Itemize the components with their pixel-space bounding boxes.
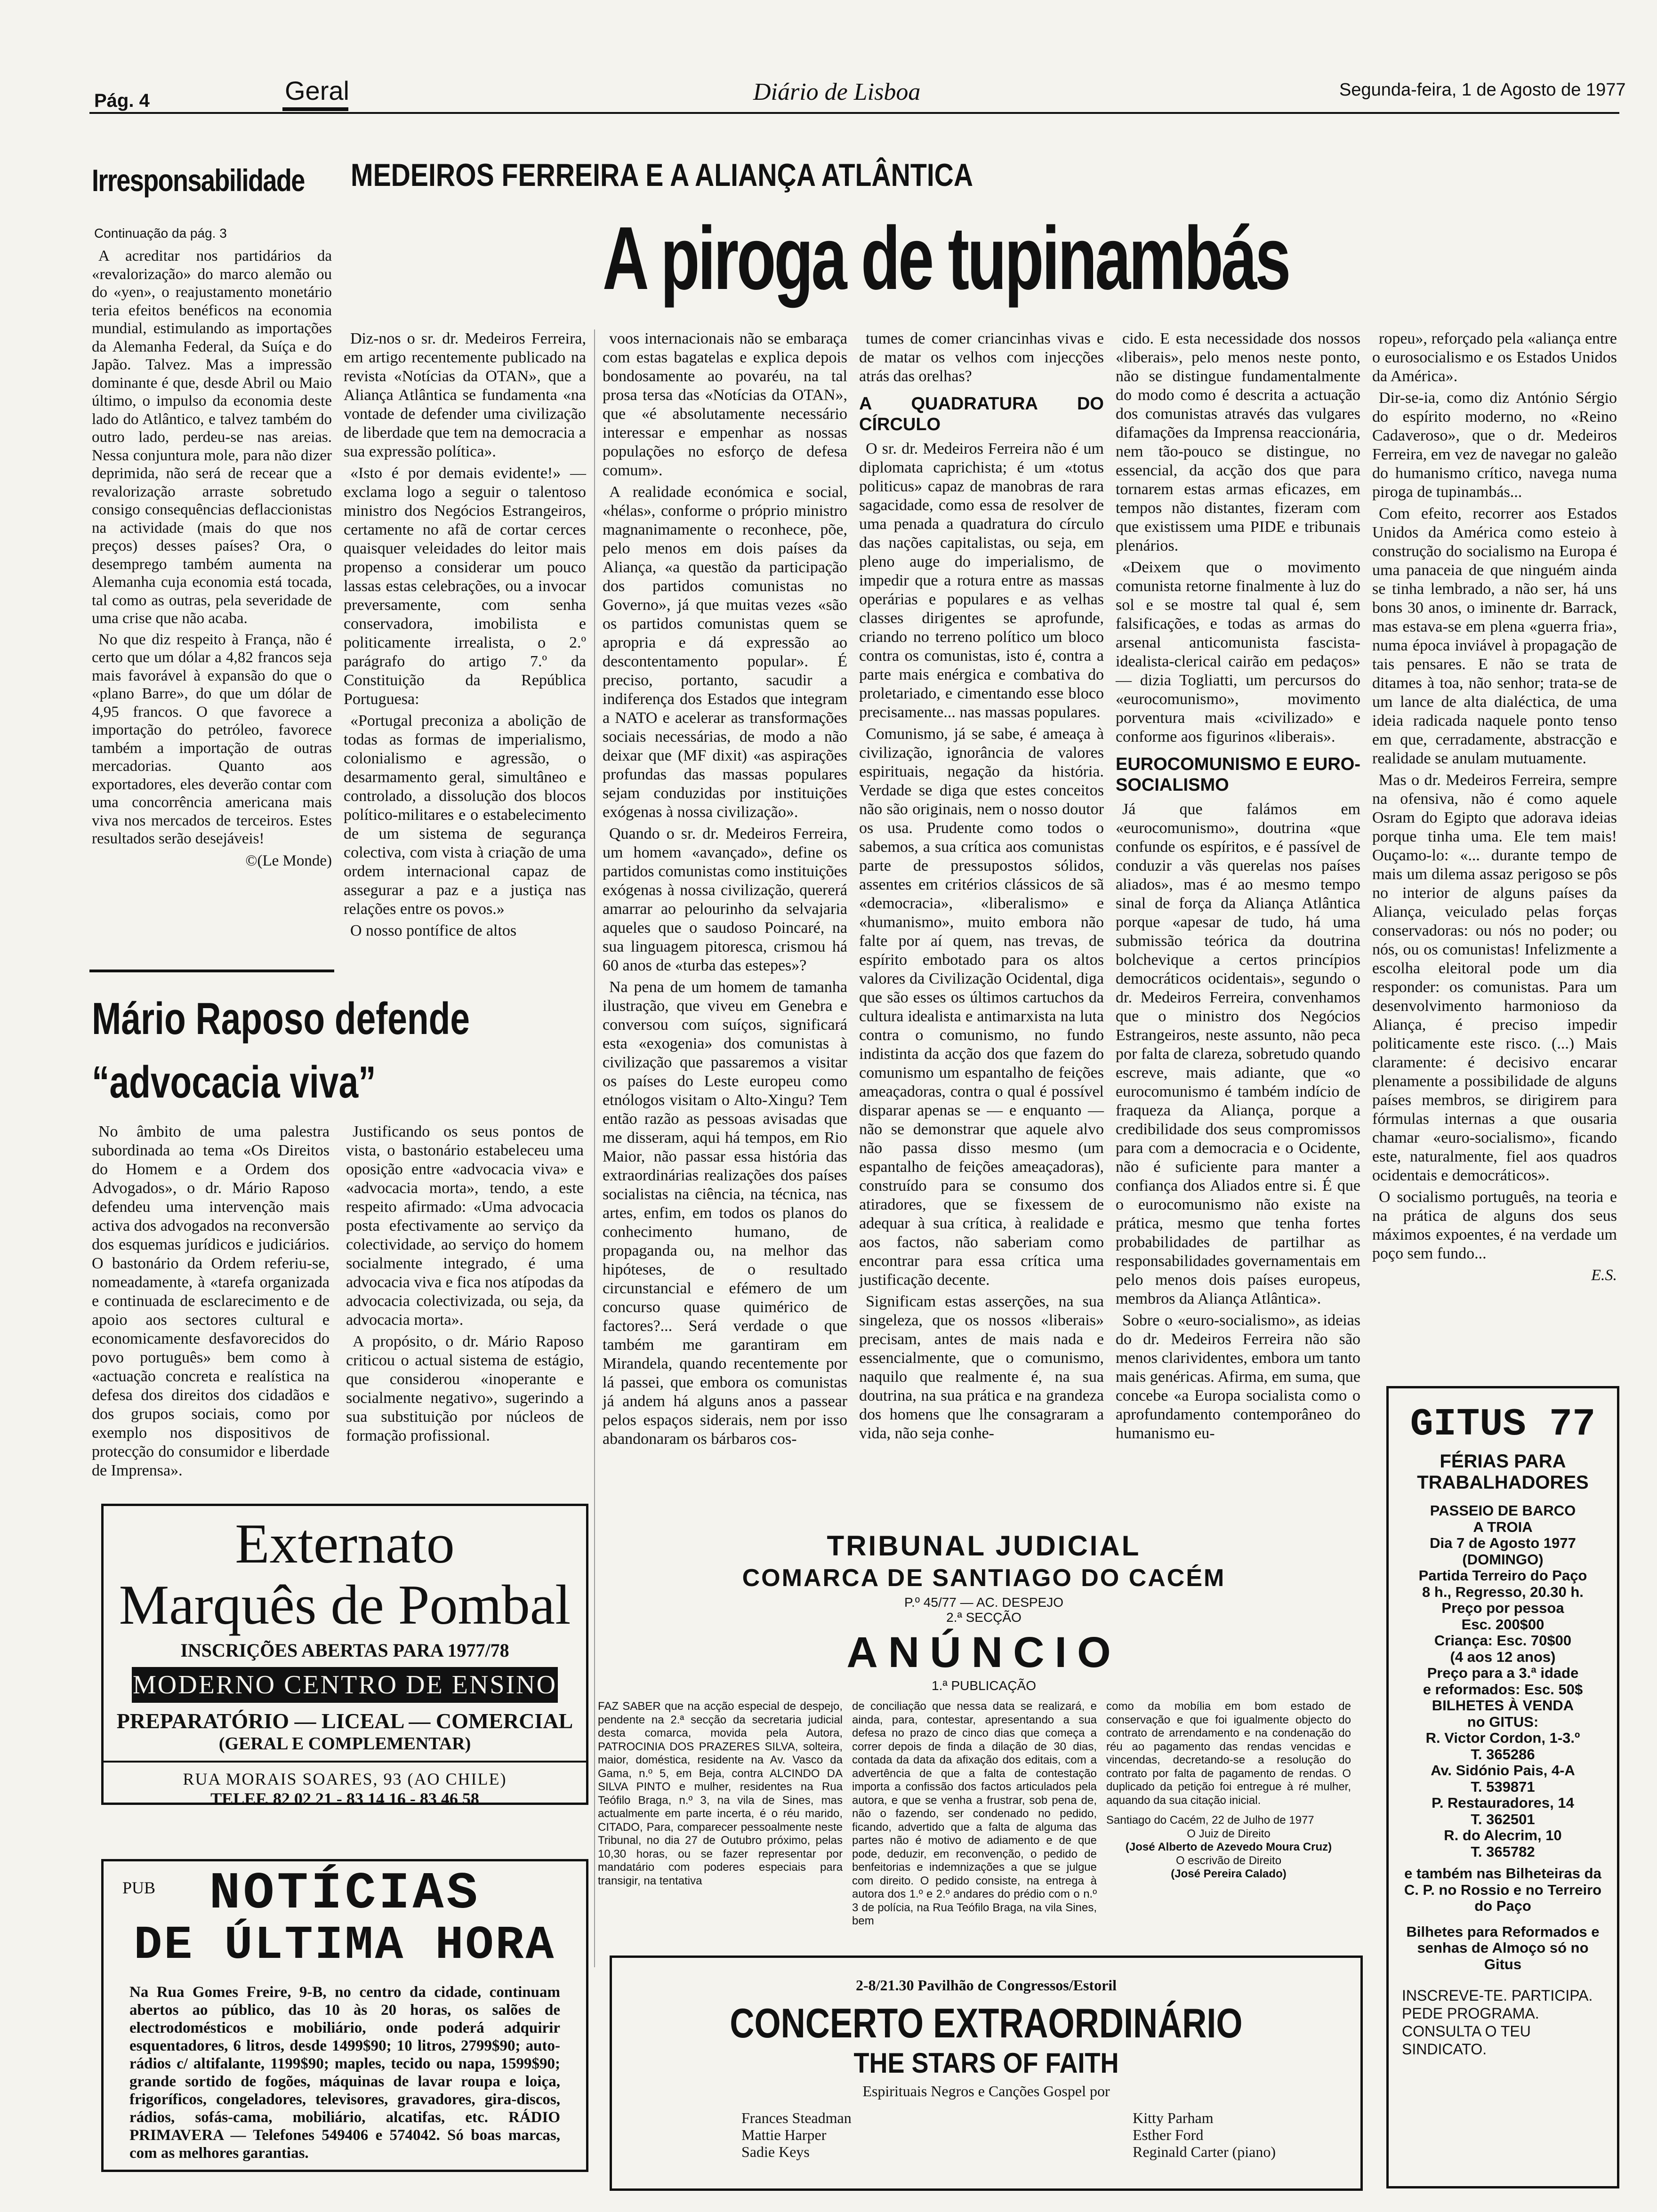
section-divider [89, 970, 334, 972]
paragraph: Na pena de um homem de tamanha ilustração, que viveu em Genebra e conversou com suíços, significará esta «exogenia» dos comunistas à civilização que passaremos a visitar os países do Leste europeu como etnólogos visitam o Alto-Xingu? Tem então razão as pessoas avisadas que me disseram, aqui há tempos, em Rio Maior, não passar essa história das extraordinárias realizações dos países socialistas na ciência, na técnica, nas artes, enfim, em todos os planos do conhecimento humano, de propaganda ou, na melhor das hipóteses, de o resultado circunstancial e efémero de um concurso quase quimérico de factores?... Será verdade o que também me garantiram em Mirandela, quando recentemente por lá passei, que embora os comunistas já andem há alguns anos a passear pelos espaços siderais, nem por isso abandonaram os bárbaros cos- [603, 978, 847, 1448]
tribunal-col-3 [1106, 1700, 1351, 1928]
tribunal-section: 2.ª SECÇÃO [946, 1610, 1022, 1625]
gitus-line: no GITUS: [1467, 1713, 1539, 1730]
tribunal-process: P.º 45/77 — AC. DESPEJO [904, 1595, 1064, 1610]
gitus-line: Dia 7 de Agosto 1977 [1430, 1535, 1576, 1551]
gitus-line: T. 365286 [1471, 1746, 1535, 1763]
main-col-5 [1372, 329, 1617, 1285]
paragraph: A acreditar nos partidários da «revalorização» do marco alemão ou do «yen», o reajustamento monetário teria efeitos benéficos na economia mundial, estimulando as importações da Alemanha Federal, da Suíça e do Japão. Talvez. Mas a impressão dominante é que, desde Abril ou Maio último, o impulso da economia deste lado do Atlântico, e talvez também do outro lado, perdeu-se nas areias. Nessa conjuntura mole, para não dizer deprimida, não será de recear que a revalorização arraste sobretudo consigo consequências deflaccionistas na actividade (mais do que nos preços) desses países? Ora, o desemprego também aumenta na Alemanha cuja economia está tocada, tal como as outras, pela severidade de uma crise que não acaba. [92, 248, 332, 627]
page-number: Pág. 4 [94, 90, 150, 111]
left-article-title: Irresponsabilidade [92, 163, 305, 198]
gitus-line: Partida Terreiro do Paço [1418, 1567, 1587, 1584]
paragraph: Mas o dr. Medeiros Ferreira, sempre na ofensiva, não é como aquele Osram do Egipto que adorava ideias porque tinha uma. Ele tem mais! Ouçamo-lo: «... durante tempo de mais um dilema assaz perigoso se pôs no interior de alguns países da Aliança, veiculado pelas forças conservadoras: ou nós no poder; ou nós, ou os comunistas! Infelizmente a escolha eleitoral pode um dia responder: os comunistas. Para um desenvolvimento harmonioso da Aliança, é preciso impedir politicamente este risco. (...) Mais claramente: é decisivo encarar plenamente a possibilidade de alguns países membros, se dirigirem para fórmulas internas a que ousaria chamar «euro-socialismo», ficando este, naturalmente, fiel aos quadros ocidentais e democráticos». [1372, 771, 1617, 1184]
tribunal-place-date: Santiago do Cacém, 22 de Julho de 1977 [1106, 1814, 1314, 1827]
credit: ©(Le Monde) [245, 852, 332, 869]
gitus-line: (4 aos 12 anos) [1450, 1648, 1556, 1665]
ad-phone: TELEF. 82 02 21 - 83 14 16 - 83 46 58 [210, 1789, 479, 1808]
paragraph: «Isto é por demais evidente!» — exclama logo a seguir o talentoso ministro dos Negócios Estrangeiros, certamente no afã de cortar cerces quaisquer veleidades do leitor mais propenso a considerar um pouco lassas estas celebrações, ou a invocar preversamente, com senha conservadora, imobilista e politicamente irrealista, o 2.º parágrafo do artigo 7.º da Constituição da República Portuguesa: [344, 465, 586, 708]
gitus-footer: INSCREVE-TE. PARTICIPA. PEDE PROGRAMA. CONSULTA O TEU SINDICATO. [1402, 1987, 1593, 2058]
gitus-line: R. do Alecrim, 10 [1444, 1827, 1562, 1843]
concert-genre: Espirituais Negros e Canções Gospel por [862, 2083, 1110, 2100]
gitus-line: Av. Sidónio Pais, 4-A [1431, 1762, 1575, 1779]
gitus-line: (DOMINGO) [1462, 1551, 1544, 1568]
ad-concerto [610, 1956, 1363, 2191]
gitus-line: P. Restauradores, 14 [1432, 1795, 1574, 1811]
tribunal-col-3-text: como da mobília em bom estado de conservação e que foi igualmente objecto do contrato de arrendamento e na condenação do réu ao pagamento das rendas vencidas e vincendas, decretando-se a resolução do contrato por falta de pagamento de rendas. O duplicado da petição foi entregue à ré mulher, aquando da sua citação inicial. [1106, 1700, 1351, 1807]
main-col-1 [344, 329, 586, 943]
paragraph: Justificando os seus pontos de vista, o bastonário estabeleceu uma oposição entre «advocacia viva» e «advocacia morta», tendo, a este respeito afirmado: «Uma advocacia posta efectivamente ao serviço da colectividade, ao serviço do homem socialmente integrado, é uma advocacia viva e fica nos atípodas da advocacia colectivizada, ou seja, da advocacia morta». [346, 1123, 584, 1329]
raposo-col-1 [92, 1122, 330, 1483]
tribunal-clerk-label: O escrivão de Direito [1175, 1854, 1282, 1867]
paragraph: Quando o sr. dr. Medeiros Ferreira, um homem «avançado», define os partidos comunistas como instituições exógenas à nossa civilização, quererá amarrar ao pelourinho da selvajaria aqueles que o saudoso Poincaré, na sua linguagem pitoresca, crismou há 60 anos de «turba das estepes»? [603, 825, 847, 974]
gitus-line: Esc. 200$00 [1461, 1616, 1544, 1633]
performer: Kitty Parham [1133, 2109, 1214, 2126]
paragraph: No que diz respeito à França, não é certo que um dólar a 4,82 francos seja mais favorável à expansão do que o «plano Barre», do que um dólar de 4,95 francos. O que favorece a importação do petróleo, favorece também a importação de outras mercadorias. Quanto aos exportadores, eles deverão contar com uma concorrência americana mais viva nos mercados de terceiros. Estes resultados serão desejáveis! [92, 631, 332, 847]
gitus-line: e reformados: Esc. 50$ [1423, 1681, 1583, 1698]
gitus-details [1402, 1503, 1604, 1972]
paragraph: «Portugal preconiza a abolição de todas as formas de imperialismo, colonialismo e agressão, o desarmamento geral, simultâneo e controlado, a dissolução dos blocos político-militares e o estabelecimento de um sistema de segurança colectiva, com vista à criação de uma ordem internacional capaz de assegurar a paz e a justiça nas relações entre os povos.» [344, 712, 586, 918]
ad-externato [101, 1504, 588, 1808]
gitus-line: T. 539871 [1471, 1778, 1535, 1795]
main-col-3 [859, 329, 1104, 1446]
ad-title-line: Marquês de Pombal [119, 1573, 571, 1636]
gitus-title: GITUS 77 [1410, 1403, 1596, 1446]
paragraph: O socialismo português, na teoria e na prática de alguns dos seus máximos expoentes, é na verdade um poço sem fundo... [1372, 1188, 1617, 1262]
performer: Reginald Carter (piano) [1133, 2143, 1276, 2160]
issue-date: Segunda-feira, 1 de Agosto de 1977 [1339, 80, 1626, 100]
divider [104, 1761, 586, 1763]
tribunal-col-2: de conciliação que nessa data se realizará, e ainda, para, contestar, apresentando a sua defesa no prazo de cinco dias que começa a correr depois de finda a dilação de 30 dias, contada da data da afixação dos editais, com a advertência de que a falta de contestação importa a confissão dos factos articulados pela autora, e que se venha a frustrar, sob pena de, não o fazendo, ser condenado no pedido, ficando, advertido que a falta de alguma das partes não é motivo de adiamento e de que pode, deduzir, em reconvenção, o pedido de benfeitorias e indemnizações a que se julgue com direito. O pedido consiste, na entrega à autora dos 1.º e 2.º andares do prédio com o n.º 3 de polícia, na Rua Teófilo Braga, na vila Sines, bem [852, 1700, 1097, 1927]
paragraph: Significam estas asserções, na sua singeleza, que os nossos «liberais» precisam, antes de mais nada e essencialmente, que o comunismo, naquilo que realmente é, na sua doutrina, na sua prática e na grandeza dos homens que lhe consagraram a vida, não seja conhe- [859, 1293, 1104, 1442]
performer: Frances Steadman [741, 2109, 852, 2126]
raposo-title-1: Mário Raposo defende [92, 994, 470, 1044]
ad-courses: PREPARATÓRIO — LICEAL — COMERCIAL [116, 1709, 573, 1733]
gitus-line: 8 h., Regresso, 20.30 h. [1422, 1583, 1584, 1600]
tribunal-clerk: (José Pereira Calado) [1171, 1867, 1287, 1880]
continuation-note: Continuação da pág. 3 [94, 226, 227, 240]
gitus-line: PASSEIO DE BARCO [1430, 1502, 1576, 1519]
gitus-line: Preço por pessoa [1441, 1600, 1564, 1616]
paragraph: Com efeito, recorrer aos Estados Unidos da América como esteio à construção do socialismo na Europa é uma panaceia de que ninguém ainda se tinha lembrado, a não ser, há uns bons 30 anos, o iminente dr. Barrack, mas estava-se em plena «guerra fria», numa época inviável à propagação de tais pensares. E não se trata de ditames à toa, não senhor; trata-se de um lance de alta dialéctica, de uma ideia radicada naquele ponto tenso em que, cerradamente, abstracção e realidade se anulam mutuamente. [1372, 505, 1617, 767]
paragraph: ropeu», reforçado pela «aliança entre o eurosocialismo e os Estados Unidos da América». [1372, 330, 1617, 385]
tribunal-col-1: FAZ SABER que na acção especial de despejo, pendente na 2.ª secção da secretaria judicial desta comarca, movida pela Autora, PATROCINIA DOS PRAZERES SILVA, solteira, maior, doméstica, residente na Av. Vasco da Gama, n.º 5, em Beja, contra ALCINDO DA SILVA PINTO e mulher, residentes na Rua Teófilo Braga, n.º 3, na vila de Sines, mas actualmente em parte incerta, é o réu marido, CITADO, Para, comparecer pessoalmente neste Tribunal, no dia 27 de Outubro próximo, pelas 10,30 horas, ou se fazer representar por mandatário com poderes especiais para transigir, na tentativa [598, 1700, 843, 1887]
gitus-line: Preço para a 3.ª idade [1427, 1665, 1579, 1681]
ad-body: Na Rua Gomes Freire, 9-B, no centro da cidade, continuam abertos ao público, das 10 às 20 horas, os salões de electrodomésticos e mobiliário, onde poderá adquirir esquentadores, 6 litros, desde 1499$90; 10 litros, 2799$90; auto-rádios c/ altifalante, 1199$90; maples, tecido ou napa, 1599$90; grande sortido de fogões, máquinas de lavar roupa e loiça, frigoríficos, congeladores, televisores, gravadores, gira-discos, rádios, sofás-cama, mobiliário, alcatifas, etc. RÁDIO PRIMAVERA — Telefones 549406 e 574042. Só boas marcas, com as melhores garantias. [129, 1984, 560, 2162]
concert-subtitle: THE STARS OF FAITH [853, 2047, 1119, 2079]
column-divider [594, 329, 595, 1967]
gitus-line: Criança: Esc. 70$00 [1434, 1632, 1572, 1649]
ad-title-line: NOTÍCIAS [209, 1865, 481, 1923]
header-rule [89, 112, 1619, 114]
gitus-line: e também nas Bilheteiras da C. P. no Rossio e no Terreiro do Paço [1404, 1865, 1602, 1914]
paragraph: Já que falámos em «eurocomunismo», doutrina «que confunde os espíritos, e é passível de conduzir a vãs querelas nos países aliados», mas é ao mesmo tempo sinal de força da Aliança Atlântica porque «apesar de tudo, há uma submissão teórica da doutrina bolchevique a certos princípios democráticos ocidentais», segundo o dr. Medeiros Ferreira, convenhamos que o ministro dos Negócios Estrangeiros, neste assunto, não peca por falta de clareza, sobretudo quando escreve, mais adiante, que «o eurocomunismo é também indício de fraqueza da Aliança, porque a credibilidade dos seus compromissos para com a democracia e o Ocidente, não é suficiente para manter a confiança dos Aliados entre si. É que o eurocomunismo não existe na prática, mesmo que tenha fortes probabilidades de partilhar as responsabilidades governamentais em pelo menos dois países europeus, membros da Aliança Atlântica». [1116, 801, 1360, 1307]
ad-title-line: Externato [235, 1512, 455, 1575]
gitus-line: Bilhetes para Reformados e senhas de Almoço só no Gitus [1406, 1923, 1600, 1972]
concert-venue: 2-8/21.30 Pavilhão de Congressos/Estoril [855, 1977, 1117, 1994]
paragraph: A realidade económica e social, «hélas», conforme o próprio ministro magnanimamente o reconhece, põe, pelo menos em dois países da Aliança, «a questão da participação dos partidos comunistas no Governo», já que muitas vezes «são os partidos comunistas quem se apropria e dá expressão ao descontentamento popular». É preciso, portanto, sacudir a indiferença dos Estados que integram a NATO e acelerar as transformações sociais necessárias, de modo a não deixar que (MF dixit) «as aspirações profundas das massas populares sejam conduzidas por instituições exógenas à nossa civilização». [603, 483, 847, 821]
raposo-col-2 [346, 1122, 584, 1448]
ad-noticias [101, 1859, 588, 2172]
main-col-4 [1116, 329, 1360, 1446]
ad-banner: MODERNO CENTRO DE ENSINO [132, 1667, 558, 1703]
gitus-line: R. Victor Cordon, 1-3.º [1425, 1730, 1580, 1746]
raposo-title-2: “advocacia viva” [92, 1057, 376, 1107]
main-headline: A piroga de tupinambás [603, 208, 1289, 308]
ad-tribunal [598, 1530, 1370, 1930]
masthead: Diário de Lisboa [753, 79, 921, 105]
concert-title: CONCERTO EXTRAORDINÁRIO [730, 2000, 1243, 2046]
performer: Mattie Harper [741, 2126, 827, 2143]
paragraph: tumes de comer criancinhas vivas e de matar os velhos com injecções atrás das orelhas? [859, 330, 1104, 385]
performer: Sadie Keys [741, 2143, 810, 2160]
signature: E.S. [1591, 1266, 1617, 1284]
paragraph: A propósito, o dr. Mário Raposo criticou o actual sistema de estágio, que considerou «inoperante e socialmente negativo», sugerindo a sua substituição por núcleos de formação profissional. [346, 1333, 584, 1444]
tribunal-judge: (José Alberto de Azevedo Moura Cruz) [1125, 1841, 1332, 1853]
tribunal-court: COMARCA DE SANTIAGO DO CACÉM [742, 1564, 1226, 1592]
main-col-2 [603, 329, 847, 1451]
ad-title-line: DE ÚLTIMA HORA [134, 1919, 556, 1972]
paragraph: cido. E esta necessidade dos nossos «liberais», pelo menos neste ponto, não se distingue fundamentalmente do modo como é descrita a actuação dos comunistas através das vulgares difamações da Imprensa reaccionária, nem tão-pouco se distingue, no essencial, da acção dos que para tornarem estas armas eficazes, em tempos não distantes, fizeram com que existissem uma PIDE e tribunais plenários. [1116, 330, 1360, 554]
paragraph: voos internacionais não se embaraça com estas bagatelas e explica depois bondosamente ao povaréu, na tal prosa tersa das «Notícias da OTAN», que «é absolutamente necessário interessar e empenhar as nossas populações no esforço de defesa comum». [603, 330, 847, 479]
paragraph: No âmbito de uma palestra subordinada ao tema «Os Direitos do Homem e a Ordem dos Advogados», o dr. Mário Raposo defendeu uma intervenção mais activa dos advogados na reconversão dos esquemas jurídicos e judiciários. O bastonário da Ordem referiu-se, nomeadamente, à «tarefa organizada e continuada de esclarecimento e de apoio aos sectores cultural e economicamente desfavorecidos do povo português» bem como à «actuação concreta e realística na defesa dos direitos dos cidadãos e dos grupos sociais, como por exemplo nos dispositivos de protecção do consumidor e liberdade de Imprensa». [92, 1123, 330, 1479]
ad-courses-sub: (GERAL E COMPLEMENTAR) [218, 1734, 471, 1754]
section-label: Geral [285, 76, 349, 105]
gitus-sub: TRABALHADORES [1417, 1472, 1589, 1493]
subheading: EUROCOMUNISMO E EURO-SOCIALISMO [1116, 754, 1360, 795]
paragraph: Diz-nos o sr. dr. Medeiros Ferreira, em artigo recentemente publicado na revista «Notícias da OTAN», que a Aliança Atlântica se fundamenta «na vontade de defender uma civilização de liberdade que tem na democracia a sua expressão política». [344, 330, 586, 460]
section-underline [282, 107, 348, 111]
ad-registration: INSCRIÇÕES ABERTAS PARA 1977/78 [180, 1640, 509, 1661]
ad-gitus [1386, 1386, 1619, 2188]
gitus-line: T. 365782 [1471, 1843, 1535, 1860]
ad-pub: PUB [122, 1878, 156, 1897]
tribunal-title: TRIBUNAL JUDICIAL [827, 1530, 1141, 1562]
tribunal-publication: 1.ª PUBLICAÇÃO [932, 1678, 1036, 1693]
gitus-sub: FÉRIAS PARA [1440, 1451, 1566, 1472]
subheading: A QUADRATURA DO CÍRCULO [859, 394, 1104, 434]
left-article-body [92, 247, 332, 870]
paragraph: Comunismo, já se sabe, é ameaça à civilização, ignorância de valores espirituais, negação da história. Verdade se diga que estes conceitos não são originais, nem o nosso doutor os usa. Prudente como todos o sabemos, a sua crítica aos comunistas parte de pressupostos sólidos, assentes em critérios clássicos de sã «democracia», «liberalismo» e «humanismo», muito embora não falte por aí quem, nas trevas, de espírito embotado para os altos valores da Civilização Ocidental, diga que são esses os últimos cartuchos da cultura idealista e antimarxista na luta contra o comunismo, no fundo indistinta da acção dos que fazem do comunismo um espantalho de feições ameaçadoras, contra o qual é possível disparar apenas se — e enquanto — não se demonstrar que aquele alvo não passa disso mesmo (um espantalho de feições ameaçadoras), construído para se consumo dos atiradores, que se fixessem de adequar à sua crítica, à realidade e aos factos, não saberiam como encontrar para essa crítica uma justificação decente. [859, 725, 1104, 1289]
gitus-line: BILHETES À VENDA [1432, 1697, 1574, 1714]
paragraph: O sr. dr. Medeiros Ferreira não é um diplomata caprichista; é um «totus politicus» capaz de manobras de rara sagacidade, como essa de resolver de uma penada a quadratura do círculo das nações capitalistas, ou seja, em pleno auge do imperialismo, de impedir que a rotura entre as massas operárias e populares e as velhas classes dirigentes se aprofunde, criando no terreno político um bloco contra os comunistas, isto é, contra a parte mais enérgica e combativa do proletariado, e cimentando esse bloco precisamente... nas massas populares. [859, 440, 1104, 721]
paragraph: Dir-se-ia, como diz António Sérgio do espírito moderno, no «Reino Cadaveroso», que o dr. Medeiros Ferreira, em vez de navegar no galeão do humanismo crítico, navega numa piroga de tupinambás... [1372, 389, 1617, 501]
paragraph: O nosso pontífice de altos [350, 922, 517, 939]
ad-address: RUA MORAIS SOARES, 93 (AO CHILE) [183, 1770, 507, 1788]
paragraph: «Deixem que o movimento comunista retorne finalmente à luz do sol e se mostre tal qual é, sem falsificações, e todas as armas do arsenal anticomunista fascista-idealista-clerical cairão em pedaços» — dizia Togliatti, um percursos do «eurocomunismo», movimento porventura mais «civilizado» e conforme aos figurinos «liberais». [1116, 559, 1360, 745]
main-kicker: MEDEIROS FERREIRA E A ALIANÇA ATLÂNTICA [351, 157, 973, 193]
performer: Esther Ford [1133, 2126, 1204, 2143]
tribunal-notice-title: ANÚNCIO [846, 1628, 1121, 1676]
gitus-line: T. 362501 [1471, 1811, 1535, 1827]
tribunal-judge-label: O Juiz de Direito [1187, 1827, 1271, 1840]
gitus-line: A TROIA [1473, 1518, 1533, 1535]
paragraph: Sobre o «euro-socialismo», as ideias do dr. Medeiros Ferreira não são menos clarividentes, embora um tanto mais genéricas. Afirma, em suma, que concebe «a Europa socialista como o aprofundamento contemporâneo do humanismo eu- [1116, 1312, 1360, 1442]
